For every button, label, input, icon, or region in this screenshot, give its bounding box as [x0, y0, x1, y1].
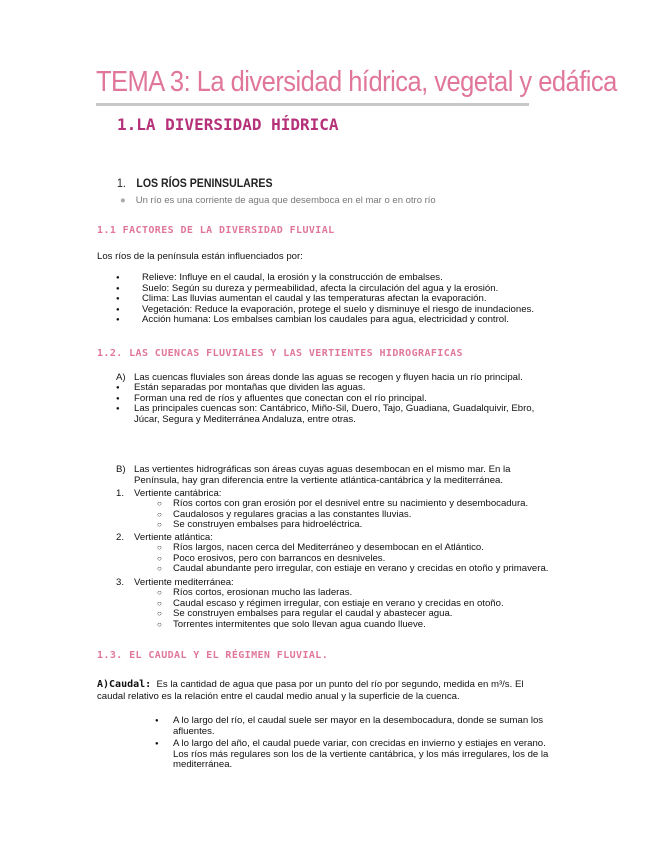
heading-diversidad-hidrica: 1.LA DIVERSIDAD HÍDRICA	[117, 115, 339, 134]
list-item: ● A lo largo del año, el caudal puede variar, con crecidas en invierno y estiajes en verano. Los ríos más regulares son los de la vertiente cantábrica, y los más irregulares, los de la mediterránea.	[155, 739, 555, 771]
vertiente-atlantica: Vertiente atlántica:	[134, 532, 213, 543]
section-number: 1.	[117, 176, 126, 190]
bullet-icon: ●	[120, 195, 126, 206]
vertiente-number: 1.	[116, 488, 125, 499]
atlantica-list	[157, 543, 577, 575]
list-item: ● Clima: Las lluvias aumentan el caudal y las temperaturas afectan la evaporación.	[116, 294, 556, 305]
list-item: ● Forman una red de ríos y afluentes que conectan con el río principal.	[116, 394, 546, 405]
list-item: ● A lo largo del río, el caudal suele ser mayor en la desembocadura, donde se suman los afluentes.	[155, 716, 555, 737]
list-item: ○ Poco erosivos, pero con barrancos en desniveles.	[157, 554, 577, 565]
label-a: A)	[116, 372, 126, 383]
vertiente-mediterranea: Vertiente mediterránea:	[134, 577, 234, 588]
mediterranea-list	[157, 588, 557, 630]
list-item: ○ Caudalosos y regulares gracias a las constantes lluvias.	[157, 510, 557, 521]
list-item: ● Vegetación: Reduce la evaporación, protege el suelo y disminuye el riesgo de inundaciones.	[116, 305, 556, 316]
vertiente-number: 2.	[116, 532, 125, 543]
factores-intro: Los ríos de la península están influenciados por:	[97, 251, 303, 262]
heading-factores: 1.1 FACTORES DE LA DIVERSIDAD FLUVIAL	[97, 225, 335, 236]
caudal-definition	[97, 679, 545, 702]
list-item: ○ Torrentes intermitentes que solo llevan agua cuando llueve.	[157, 620, 557, 631]
vertiente-number: 3.	[116, 577, 125, 588]
section-label: LOS RÍOS PENINSULARES	[136, 176, 273, 190]
label-b: B)	[116, 464, 126, 475]
vertiente-cantabrica: Vertiente cantábrica:	[134, 488, 222, 499]
list-item: ○ Caudal escaso y régimen irregular, con estiaje en verano y crecidas en otoño.	[157, 599, 557, 610]
list-item: ○ Caudal abundante pero irregular, con estiaje en verano y crecidas en otoño y primavera.	[157, 564, 577, 575]
title-divider	[96, 103, 529, 106]
caudal-term: A)Caudal:	[97, 679, 152, 690]
list-item: ○ Ríos cortos con gran erosión por el desnivel entre su nacimiento y desembocadura.	[157, 499, 557, 510]
factores-list	[116, 273, 556, 326]
cuencas-b-text: Las vertientes hidrográficas son áreas cuyas aguas desembocan en el mismo mar. En la Península, hay gran diferencia entre la vertiente atlántica-cantábrica y la mediterránea.	[134, 464, 511, 486]
list-item: ● Las principales cuencas son: Cantábrico, Miño-Sil, Duero, Tajo, Guadiana, Guadalquivir, Ebro, Júcar, Segura y Mediterránea Andaluza, entre otras.	[116, 404, 546, 425]
heading-cuencas: 1.2. LAS CUENCAS FLUVIALES Y LAS VERTIENTES HIDROGRAFICAS	[97, 348, 463, 359]
section-rios-peninsulares	[117, 176, 272, 190]
note-text: Un río es una corriente de agua que desemboca en el mar o en otro río	[135, 195, 436, 206]
cuencas-a-text: Las cuencas fluviales son áreas donde las aguas se recogen y fluyen hacia un río principal.	[134, 372, 523, 383]
caudal-list	[155, 716, 555, 771]
list-item: ○ Ríos cortos, erosionan mucho las laderas.	[157, 588, 557, 599]
list-item: ○ Ríos largos, nacen cerca del Mediterráneo y desembocan en el Atlántico.	[157, 543, 577, 554]
list-item: ○ Se construyen embalses para regular el caudal y abastecer agua.	[157, 609, 557, 620]
cuencas-list	[116, 383, 546, 425]
definition-note	[120, 195, 436, 206]
list-item: ● Están separadas por montañas que dividen las aguas.	[116, 383, 546, 394]
list-item: ○ Se construyen embalses para hidroeléctrica.	[157, 520, 557, 531]
list-item: ● Acción humana: Los embalses cambian los caudales para agua, electricidad y control.	[116, 315, 556, 326]
list-item: ● Relieve: Influye en el caudal, la erosión y la construcción de embalses.	[116, 273, 556, 284]
cantabrica-list	[157, 499, 557, 531]
page-title: TEMA 3: La diversidad hídrica, vegetal y edáfica	[96, 66, 617, 98]
list-item: ● Suelo: Según su dureza y permeabilidad, afecta la circulación del agua y la erosión.	[116, 284, 556, 295]
caudal-text: Es la cantidad de agua que pasa por un punto del río por segundo, medida en m³/s. El caudal relativo es la relación entre el caudal medio anual y la superficie de la cuenca.	[97, 679, 524, 702]
heading-caudal: 1.3. EL CAUDAL Y EL RÉGIMEN FLUVIAL.	[97, 650, 329, 661]
